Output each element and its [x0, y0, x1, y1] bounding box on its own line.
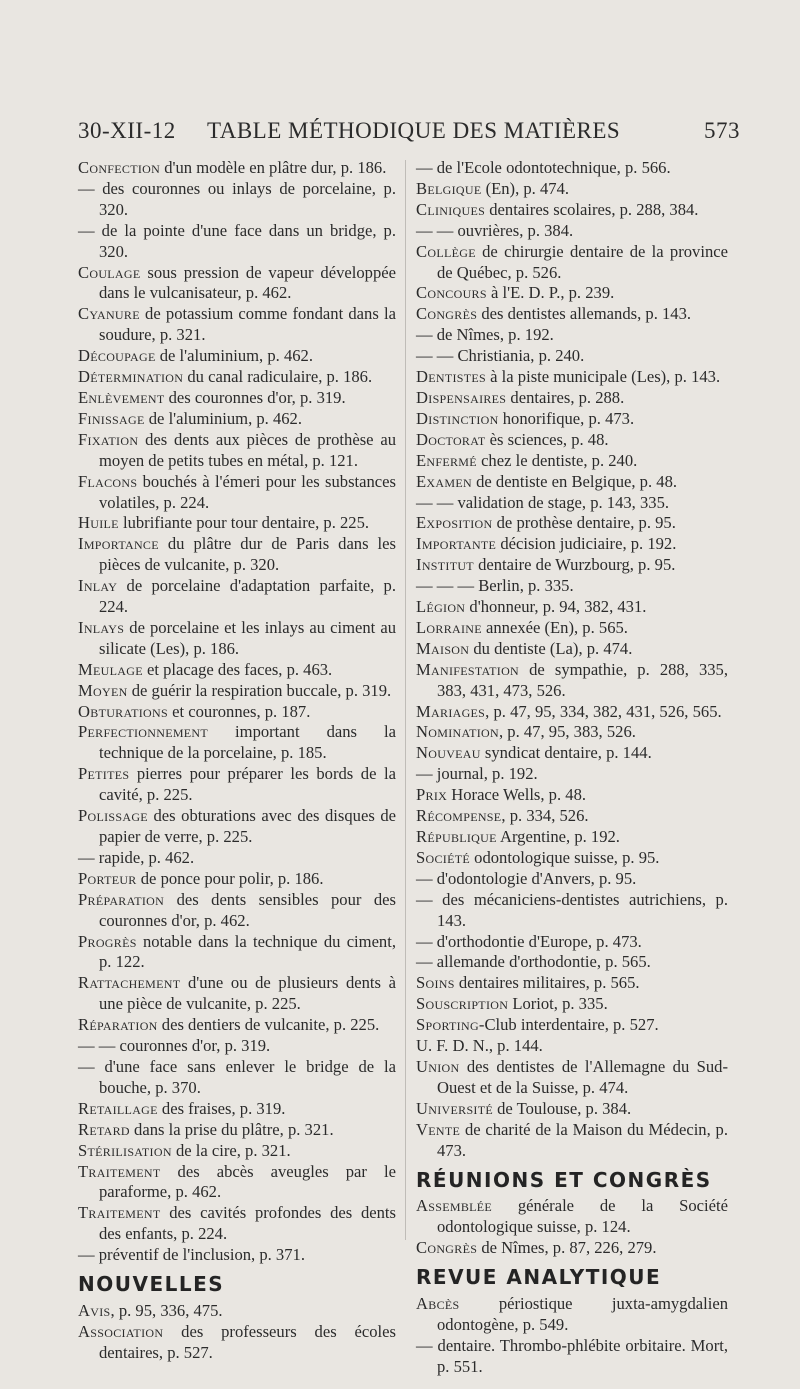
entry-text: des dentistes allemands, p. 143.: [477, 304, 692, 324]
index-entry: [78, 660, 396, 681]
index-entry: [416, 722, 728, 743]
entry-text: — de la pointe d'une face dans un bridge, p. 320.: [78, 220, 396, 261]
entry-text: de ponce pour polir, p. 186.: [136, 868, 324, 888]
page-title: TABLE MÉTHODIQUE DES MATIÈRES: [207, 118, 621, 143]
index-entry: [78, 1322, 396, 1364]
entry-text: dentaires, p. 288.: [506, 387, 625, 407]
entry-text: lubrifiante pour tour dentaire, p. 225.: [118, 513, 370, 533]
entry-keyword: Petites: [78, 764, 130, 784]
index-entry: [78, 367, 396, 388]
entry-text: des couronnes d'or, p. 319.: [164, 387, 346, 407]
entry-text: chez le dentiste, p. 240.: [476, 450, 638, 470]
entry-keyword: Association: [78, 1321, 164, 1341]
index-entry: [416, 785, 728, 806]
index-entry: [416, 409, 728, 430]
entry-text: notable dans la technique du ciment, p. 122.: [99, 931, 396, 972]
index-entry: [78, 973, 396, 1015]
entry-text: — — couronnes d'or, p. 319.: [78, 1036, 271, 1056]
section-heading: NOUVELLES: [78, 1272, 225, 1297]
entry-text: de potassium comme fondant dans la soudure, p. 321.: [99, 304, 396, 345]
entry-text: du dentiste (La), p. 474.: [469, 638, 633, 658]
entry-keyword: Union: [416, 1056, 460, 1076]
entry-text: , p. 95, 336, 475.: [110, 1300, 223, 1320]
index-entry: [416, 388, 728, 409]
index-entry: [416, 743, 728, 764]
entry-text: des cavités profondes des dents des enfants, p. 224.: [99, 1203, 396, 1244]
index-entry: [416, 1294, 728, 1336]
entry-text: — des mécaniciens-dentistes autrichiens, p. 143.: [416, 889, 728, 930]
entry-text: — dentaire. Thrombo-phlébite orbitaire. Mort, p. 551.: [416, 1335, 728, 1376]
entry-text: — d'orthodontie d'Europe, p. 473.: [416, 931, 642, 951]
entry-keyword: Abcès: [416, 1294, 460, 1314]
index-entry: [416, 1099, 728, 1120]
index-entry: [78, 1057, 396, 1099]
entry-text: — — validation de stage, p. 143, 335.: [416, 492, 670, 512]
index-entry: [416, 221, 728, 242]
index-entry: [78, 764, 396, 806]
entry-text: U. F. D. N., p. 144.: [416, 1036, 543, 1056]
index-entry: [416, 576, 728, 597]
entry-keyword: Obturations: [78, 701, 168, 721]
page-number: 573: [704, 118, 740, 143]
index-entry: [78, 806, 396, 848]
issue-date: 30-XII-12: [78, 118, 176, 143]
entry-text: — journal, p. 192.: [416, 764, 538, 784]
entry-text: honorifique, p. 473.: [498, 408, 635, 428]
entry-text: générale de la Société odontologique suisse, p. 124.: [437, 1196, 728, 1237]
index-entry: [78, 702, 396, 723]
entry-text: de l'aluminium, p. 462.: [144, 408, 302, 428]
index-entry: [78, 346, 396, 367]
entry-keyword: Flacons: [78, 471, 138, 491]
index-entry: [78, 1162, 396, 1204]
entry-text: des dents sensibles pour des couronnes d'or, p. 462.: [99, 889, 396, 930]
index-entry: [416, 994, 728, 1015]
index-entry: [78, 1015, 396, 1036]
entry-text: — d'une face sans enlever le bridge de la bouche, p. 370.: [78, 1056, 396, 1097]
entry-keyword: Découpage: [78, 346, 156, 366]
index-entry: [416, 890, 728, 932]
entry-keyword: Vente: [416, 1119, 461, 1139]
entry-keyword: Cyanure: [78, 304, 140, 324]
entry-keyword: Collège: [416, 241, 476, 261]
index-entry: [416, 430, 728, 451]
entry-text: — rapide, p. 462.: [78, 847, 195, 867]
entry-keyword: Lorraine: [416, 617, 482, 637]
index-entry: [416, 555, 728, 576]
entry-keyword: Porteur: [78, 868, 137, 888]
entry-text: odontologique suisse, p. 95.: [470, 847, 660, 867]
entry-text: du plâtre dur de Paris dans les pièces de vulcanite, p. 320.: [99, 534, 396, 575]
entry-text: Loriot, p. 335.: [508, 994, 608, 1014]
index-entry: [416, 513, 728, 534]
entry-keyword: Rattachement: [78, 973, 181, 993]
entry-text: — — Christiania, p. 240.: [416, 346, 585, 366]
entry-keyword: Dentistes: [416, 367, 487, 387]
entry-keyword: Traitement: [78, 1203, 161, 1223]
entry-text: -Club interdentaire, p. 527.: [478, 1015, 659, 1035]
page-header: [78, 118, 740, 150]
index-entry: [416, 493, 728, 514]
index-entry: [78, 472, 396, 514]
entry-text: d'une ou de plusieurs dents à une pièce de vulcanite, p. 225.: [99, 973, 396, 1014]
entry-keyword: Huile: [78, 513, 119, 533]
index-entry: [416, 346, 728, 367]
index-entry: [416, 451, 728, 472]
entry-text: — des couronnes ou inlays de porcelaine, p. 320.: [78, 178, 396, 219]
entry-keyword: Traitement: [78, 1161, 161, 1181]
entry-text: — d'odontologie d'Anvers, p. 95.: [416, 868, 637, 888]
entry-keyword: Retaillage: [78, 1098, 158, 1118]
index-entry: [416, 806, 728, 827]
index-entry: [78, 1120, 396, 1141]
right-column: [416, 158, 728, 1378]
entry-keyword: Retard: [78, 1119, 130, 1139]
entry-keyword: Importance: [78, 534, 159, 554]
entry-text: sous pression de vapeur développée dans le vulcanisateur, p. 462.: [99, 262, 396, 303]
entry-keyword: Fixation: [78, 429, 139, 449]
index-entry: [78, 869, 396, 890]
entry-text: de guérir la respiration buccale, p. 319.: [127, 680, 392, 700]
index-entry: [416, 639, 728, 660]
entry-keyword: Moyen: [78, 680, 128, 700]
index-entry: [78, 722, 396, 764]
entry-text: — de l'Ecole odontotechnique, p. 566.: [416, 158, 671, 177]
index-entry: [78, 263, 396, 305]
entry-text: d'un modèle en plâtre dur, p. 186.: [160, 158, 387, 177]
index-entry: [78, 221, 396, 263]
entry-keyword: Meulage: [78, 659, 143, 679]
left-column: [78, 158, 396, 1364]
entry-keyword: Préparation: [78, 889, 165, 909]
entry-keyword: Distinction: [416, 408, 499, 428]
entry-text: dentaires militaires, p. 565.: [454, 973, 640, 993]
index-entry: [416, 618, 728, 639]
entry-text: des fraises, p. 319.: [157, 1098, 286, 1118]
index-entry: [78, 681, 396, 702]
index-entry: [416, 973, 728, 994]
entry-keyword: Prix: [416, 785, 448, 805]
index-entry: [416, 179, 728, 200]
entry-text: pierres pour préparer les bords de la cavité, p. 225.: [99, 764, 396, 805]
entry-keyword: Sporting: [416, 1015, 479, 1035]
entry-text: , p. 334, 526.: [501, 806, 589, 826]
entry-keyword: Congrès: [416, 304, 478, 324]
entry-keyword: Cliniques: [416, 199, 486, 219]
index-entry: [78, 304, 396, 346]
index-entry: [416, 952, 728, 973]
entry-text: à l'E. D. P., p. 239.: [486, 283, 615, 303]
entry-text: dentaire de Wurzbourg, p. 95.: [473, 555, 676, 575]
entry-keyword: Nomination: [416, 722, 499, 742]
index-entry: [416, 158, 728, 179]
entry-text: bouchés à l'émeri pour les substances volatiles, p. 224.: [99, 471, 396, 512]
entry-text: d'honneur, p. 94, 382, 431.: [465, 597, 647, 617]
entry-keyword: Maison: [416, 638, 470, 658]
entry-text: à la piste municipale (Les), p. 143.: [486, 367, 721, 387]
index-entry: [78, 1141, 396, 1162]
index-entry: [78, 1245, 396, 1266]
index-entry: [78, 430, 396, 472]
index-entry: [416, 1036, 728, 1057]
entry-text: des dents aux pièces de prothèse au moyen de petits tubes en métal, p. 121.: [99, 429, 396, 470]
entry-keyword: Congrès: [416, 1238, 478, 1258]
entry-keyword: Polissage: [78, 806, 148, 826]
index-entry: [78, 1203, 396, 1245]
section-heading: RÉUNIONS ET CONGRÈS: [416, 1167, 712, 1192]
index-entry: [416, 660, 728, 702]
column-divider: [405, 160, 406, 1240]
entry-text: de chirurgie dentaire de la province de Québec, p. 526.: [437, 241, 728, 282]
entry-text: — — ouvrières, p. 384.: [416, 220, 574, 240]
index-entry: [416, 242, 728, 284]
entry-text: de Nîmes, p. 87, 226, 279.: [477, 1238, 657, 1258]
index-entry: [78, 576, 396, 618]
index-entry: [78, 1301, 396, 1322]
entry-text: dans la prise du plâtre, p. 321.: [129, 1119, 334, 1139]
index-entry: [416, 702, 728, 723]
entry-text: ès sciences, p. 48.: [485, 429, 609, 449]
index-entry: [416, 1120, 728, 1162]
entry-keyword: Inlay: [78, 576, 118, 596]
entry-text: Argentine, p. 192.: [496, 827, 620, 846]
entry-keyword: Nouveau: [416, 743, 481, 763]
entry-keyword: Réparation: [78, 1015, 158, 1035]
entry-keyword: Enlèvement: [78, 387, 165, 407]
index-entry: [78, 388, 396, 409]
entry-keyword: Coulage: [78, 262, 141, 282]
entry-text: de sympathie, p. 288, 335, 383, 431, 473, 526.: [437, 659, 728, 700]
index-entry: [416, 597, 728, 618]
entry-keyword: Avis: [78, 1300, 111, 1320]
entry-text: du canal radiculaire, p. 186.: [183, 367, 373, 387]
entry-keyword: Confection: [78, 158, 161, 177]
entry-text: (En), p. 474.: [481, 178, 570, 198]
entry-text: périostique juxta-amygdalien odontogène, p. 549.: [437, 1294, 728, 1334]
index-entry: [416, 932, 728, 953]
index-entry: [78, 534, 396, 576]
index-entry: [78, 932, 396, 974]
entry-keyword: Légion: [416, 597, 466, 617]
entry-keyword: Finissage: [78, 408, 145, 428]
entry-text: de la cire, p. 321.: [171, 1140, 291, 1160]
index-entry: [416, 1015, 728, 1036]
entry-text: — de Nîmes, p. 192.: [416, 325, 554, 345]
entry-text: de porcelaine d'adaptation parfaite, p. 224.: [99, 576, 396, 617]
entry-keyword: Souscription: [416, 994, 509, 1014]
index-entry: [416, 1336, 728, 1378]
entry-text: des obturations avec des disques de papier de verre, p. 225.: [99, 806, 396, 846]
entry-keyword: Assemblée: [416, 1196, 493, 1216]
entry-text: et couronnes, p. 187.: [167, 701, 311, 721]
index-entry: [416, 1196, 728, 1238]
entry-text: dentaires scolaires, p. 288, 384.: [485, 199, 699, 219]
entry-text: de l'aluminium, p. 462.: [155, 346, 313, 366]
entry-keyword: Récompense: [416, 806, 502, 826]
entry-keyword: Perfectionnement: [78, 722, 209, 742]
entry-keyword: Examen: [416, 471, 472, 491]
entry-text: décision judiciaire, p. 192.: [496, 534, 677, 554]
entry-keyword: Manifestation: [416, 659, 520, 679]
index-entry: [416, 472, 728, 493]
entry-text: Horace Wells, p. 48.: [447, 785, 587, 805]
entry-keyword: Inlays: [78, 617, 125, 637]
entry-keyword: Soins: [416, 973, 455, 993]
index-entry: [416, 848, 728, 869]
entry-text: — préventif de l'inclusion, p. 371.: [78, 1245, 305, 1265]
entry-keyword: Institut: [416, 555, 474, 575]
index-entry: [78, 1099, 396, 1120]
entry-text: des dentistes de l'Allemagne du Sud-Ouest et de la Suisse, p. 474.: [437, 1056, 728, 1097]
index-entry: [78, 1036, 396, 1057]
index-entry: [416, 367, 728, 388]
index-entry: [416, 827, 728, 848]
index-entry: [78, 179, 396, 221]
entry-keyword: Université: [416, 1098, 493, 1118]
entry-text: annexée (En), p. 565.: [481, 617, 628, 637]
index-entry: [416, 304, 728, 325]
section-heading: REVUE ANALYTIQUE: [416, 1265, 662, 1290]
index-entry: [416, 1057, 728, 1099]
entry-keyword: Doctorat: [416, 429, 486, 449]
entry-keyword: Société: [416, 847, 470, 867]
index-entry: [416, 325, 728, 346]
index-entry: [78, 409, 396, 430]
entry-text: , p. 47, 95, 334, 382, 431, 526, 565.: [485, 701, 722, 721]
entry-text: de porcelaine et les inlays au ciment au silicate (Les), p. 186.: [99, 617, 396, 658]
index-entry: [78, 890, 396, 932]
entry-keyword: Progrès: [78, 931, 137, 951]
index-entry: [416, 534, 728, 555]
entry-keyword: Belgique: [416, 178, 482, 198]
entry-text: syndicat dentaire, p. 144.: [480, 743, 652, 763]
index-entry: [78, 158, 396, 179]
entry-text: des dentiers de vulcanite, p. 225.: [157, 1015, 380, 1035]
entry-text: des professeurs des écoles dentaires, p. 527.: [99, 1321, 396, 1362]
entry-text: , p. 47, 95, 383, 526.: [498, 722, 636, 742]
entry-text: — — — Berlin, p. 335.: [416, 576, 574, 596]
entry-text: important dans la technique de la porcelaine, p. 185.: [99, 722, 396, 763]
index-entry: [416, 869, 728, 890]
index-entry: [78, 618, 396, 660]
index-entry: [78, 513, 396, 534]
entry-keyword: République: [416, 827, 497, 846]
index-entry: [416, 200, 728, 221]
entry-keyword: Enfermé: [416, 450, 477, 470]
index-entry: [416, 283, 728, 304]
entry-text: de Toulouse, p. 384.: [492, 1098, 632, 1118]
entry-keyword: Concours: [416, 283, 487, 303]
index-entry: [416, 764, 728, 785]
entry-keyword: Importante: [416, 534, 497, 554]
entry-text: de prothèse dentaire, p. 95.: [492, 513, 676, 533]
entry-text: et placage des faces, p. 463.: [142, 659, 333, 679]
entry-keyword: Détermination: [78, 367, 184, 387]
entry-text: de dentiste en Belgique, p. 48.: [471, 471, 678, 491]
index-entry: [78, 848, 396, 869]
entry-text: des abcès aveugles par le paraforme, p. 462.: [99, 1161, 396, 1202]
entry-keyword: Stérilisation: [78, 1140, 172, 1160]
entry-keyword: Mariages: [416, 701, 486, 721]
entry-text: — allemande d'orthodontie, p. 565.: [416, 952, 651, 972]
index-entry: [416, 1238, 728, 1259]
entry-keyword: Dispensaires: [416, 387, 507, 407]
entry-keyword: Exposition: [416, 513, 493, 533]
entry-text: de charité de la Maison du Médecin, p. 473.: [437, 1119, 728, 1160]
